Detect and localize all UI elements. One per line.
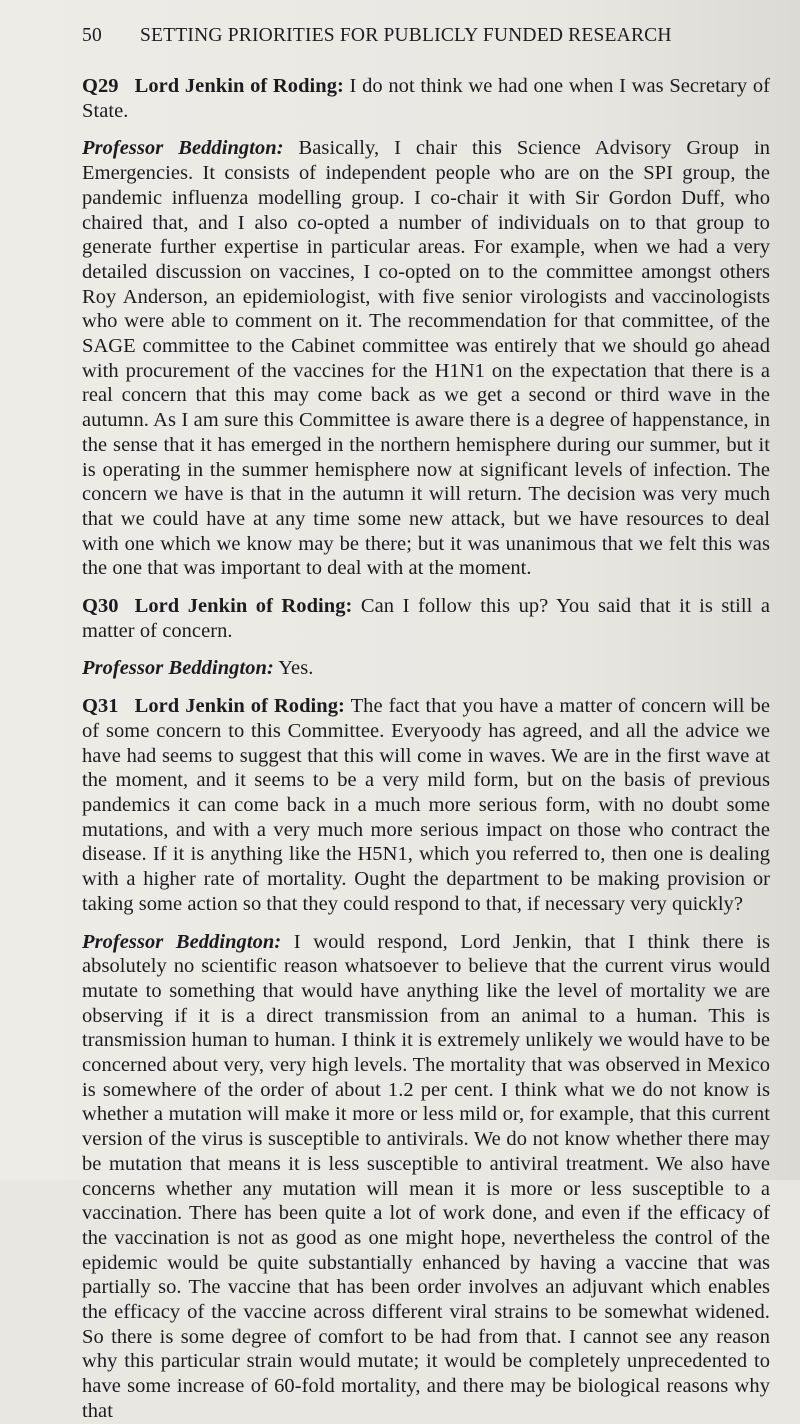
paragraph-beddington-answer-3 [82, 930, 770, 1424]
question-number: Q31 [82, 695, 119, 718]
paragraph-text: I do not think we had one when I was Secretary of State. [82, 75, 770, 122]
speaker-name: Professor Beddington: [82, 930, 282, 953]
running-header [82, 24, 770, 48]
paragraph-q31 [82, 694, 770, 916]
paragraph-beddington-answer-2 [82, 656, 770, 681]
paragraph-text: Basically, I chair this Science Advisory Group in Emergencies. It consists of independent people who are on the SPI group, the pandemic influenza modelling group. I co-chair it with Sir Gordon Duff, who chaired that, and I also co-opted a number of individuals on to that group to generate further expertise in particular areas. For example, when we had a very detailed discussion on vaccines, I co-opted on to the committee amongst others Roy Anderson, an epidemiologist, with five senior virologists and vaccinologists who were able to comment on it. The recommendation for that committee, of the SAGE committee to the Cabinet committee was entirely that we should go ahead with procurement of the vaccines for the H1N1 on the expectation that there is a real concern that this may come back as we get a second or third wave in the autumn. As I am sure this Committee is aware there is a degree of happenstance, in the sense that it has emerged in the northern hemisphere during our summer, but it is operating in the summer hemisphere now at significant levels of infection. The concern we have is that in the autumn it will return. The decision was very much that we could have at any time some new attack, but we have resources to deal with one which we know may be there; but it was unanimous that we felt this was the one that was important to deal with at the moment. [82, 137, 770, 580]
paragraph-q29 [82, 74, 770, 123]
paragraph-text: The fact that you have a matter of concern will be of some concern to this Committee. Everyoody has agreed, and all the advice we have had seems to suggest that this will come in waves. We are in the first wave at the moment, and it seems to be a very mild form, but on the basis of previous pandemics it can come back in a much more serious form, with no doubt some mutations, and with a very much more serious impact on those who contract the disease. If it is anything like the H5N1, which you referred to, then one is dealing with a higher rate of mortality. Ought the department to be making provision or taking some action so that they could respond to that, if necessary very quickly? [82, 695, 770, 915]
speaker-name: Lord Jenkin of Roding: [134, 595, 353, 618]
paragraph-q30 [82, 594, 770, 643]
question-number: Q30 [82, 595, 119, 618]
speaker-name: Professor Beddington: [82, 137, 284, 160]
paragraph-text: I would respond, Lord Jenkin, that I think there is absolutely no scientific reason whatsoever to believe that the current virus would mutate to something that would have anything like the level of mortality we are observing if it is a direct transmission from an animal to a human. This is transmission human to human. I think it is extremely unlikely we would have to be concerned about very, very high levels. The mortality that was observed in Mexico is somewhere of the order of about 1.2 per cent. I think what we do not know is whether a mutation will make it more or less mild or, for example, that this current version of the virus is susceptible to antivirals. We do not know whether there may be mutation that means it is less susceptible to antiviral treatment. We also have concerns whether any mutation will mean it is more or less susceptible to a vaccination. There has been quite a lot of work done, and even if the efficacy of the vaccination is not as good as one might hope, nevertheless the control of the epidemic would be quite substantially enhanced by having a vaccine that was partially so. The vaccine that has been order involves an adjuvant which enables the efficacy of the vaccine across different viral strains to be somewhat widened. So there is some degree of comfort to be had from that. I cannot see any reason why this particular strain would mutate; it would be completely unprecedented to have some increase of 60-fold mortality, and there may be biological reasons why that [82, 930, 770, 1422]
speaker-name: Lord Jenkin of Roding: [134, 75, 344, 97]
paragraph-beddington-answer-1 [82, 136, 770, 581]
running-title: SETTING PRIORITIES FOR PUBLICLY FUNDED RESEARCH [140, 25, 672, 46]
speaker-name: Professor Beddington: [82, 657, 274, 680]
question-number: Q29 [82, 75, 119, 97]
speaker-name: Lord Jenkin of Roding: [134, 695, 345, 718]
page-number: 50 [82, 25, 102, 46]
paragraph-text: Yes. [273, 657, 314, 680]
paragraph-text: Can I follow this up? You said that it is still a matter of concern. [82, 595, 770, 642]
